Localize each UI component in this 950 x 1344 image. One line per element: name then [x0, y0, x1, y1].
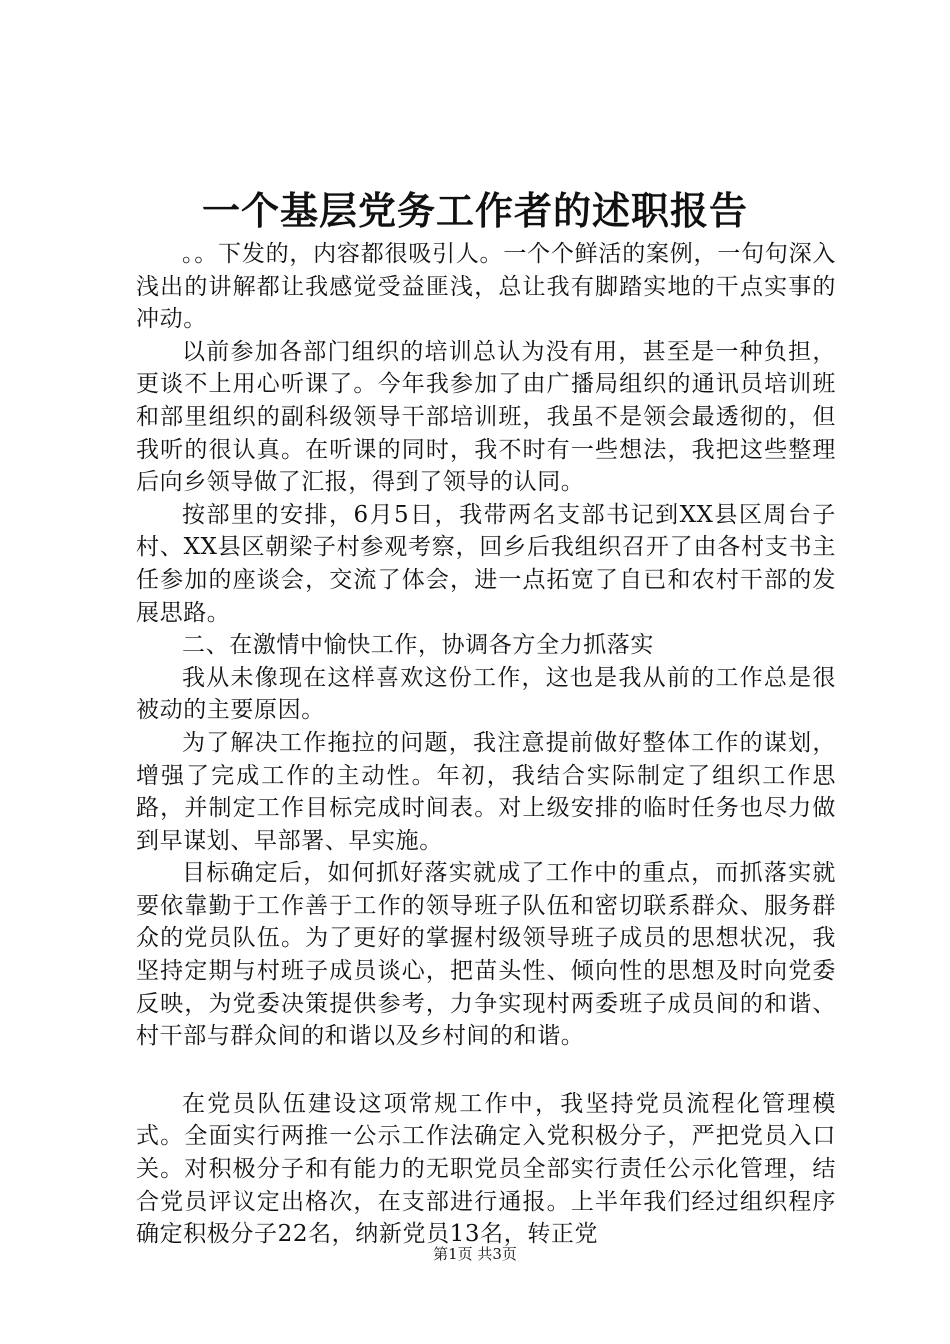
paragraph-5: 为了解决工作拖拉的问题，我注意提前做好整体工作的谋划，增强了完成工作的主动性。年初，我结合实际制定了组织工作思路，并制定工作目标完成时间表。对上级安排的临时任务也尽力做到早谋划、早部署、早实施。: [136, 729, 836, 854]
paragraph-1: 。。下发的，内容都很吸引人。一个个鲜活的案例，一句句深入浅出的讲解都让我感觉受益匪浅，总让我有脚踏实地的干点实事的冲动。: [136, 241, 836, 333]
paragraph-6: 目标确定后，如何抓好落实就成了工作中的重点，而抓落实就要依靠勤于工作善于工作的领导班子队伍和密切联系群众、服务群众的党员队伍。为了更好的掌握村级领导班子成员的思想状况，我坚持定期与村班子成员谈心，把苗头性、倾向性的思想及时向党委反映，为党委决策提供参考，力争实现村两委班子成员间的和谐、村干部与群众间的和谐以及乡村间的和谐。: [136, 860, 836, 1050]
document-body: [136, 238, 836, 1251]
paragraph-2: 以前参加各部门组织的培训总认为没有用，甚至是一种负担，更谈不上用心听课了。今年我参加了由广播局组织的通讯员培训班和部里组织的副科级领导干部培训班，我虽不是领会最透彻的，但我听的很认真。在听课的同时，我不时有一些想法，我把这些整理后向乡领导做了汇报，得到了领导的认同。: [136, 338, 836, 496]
document-title: 一个基层党务工作者的述职报告: [201, 188, 748, 233]
page-footer: 第1页 共3页: [433, 1245, 517, 1263]
paragraph-3: 按部里的安排，6月5日，我带两名支部书记到XX县区周台子村、XX县区朝梁子村参观考察，回乡后我组织召开了由各村支书主任参加的座谈会，交流了体会，进一点拓宽了自已和农村干部的发展思路。: [136, 501, 836, 626]
paragraph-7: 在党员队伍建设这项常规工作中，我坚持党员流程化管理模式。全面实行两推一公示工作法确定入党积极分子，严把党员入口关。对积极分子和有能力的无职党员全部实行责任公示化管理，结合党员评议定出格次，在支部进行通报。上半年我们经过组织程序确定积极分子22名，纳新党员13名，转正党: [136, 1090, 836, 1248]
section-heading-2: 二、在激情中愉快工作，协调各方全力抓落实: [182, 632, 654, 659]
paragraph-4: 我从未像现在这样喜欢这份工作，这也是我从前的工作总是很被动的主要原因。: [136, 664, 836, 724]
